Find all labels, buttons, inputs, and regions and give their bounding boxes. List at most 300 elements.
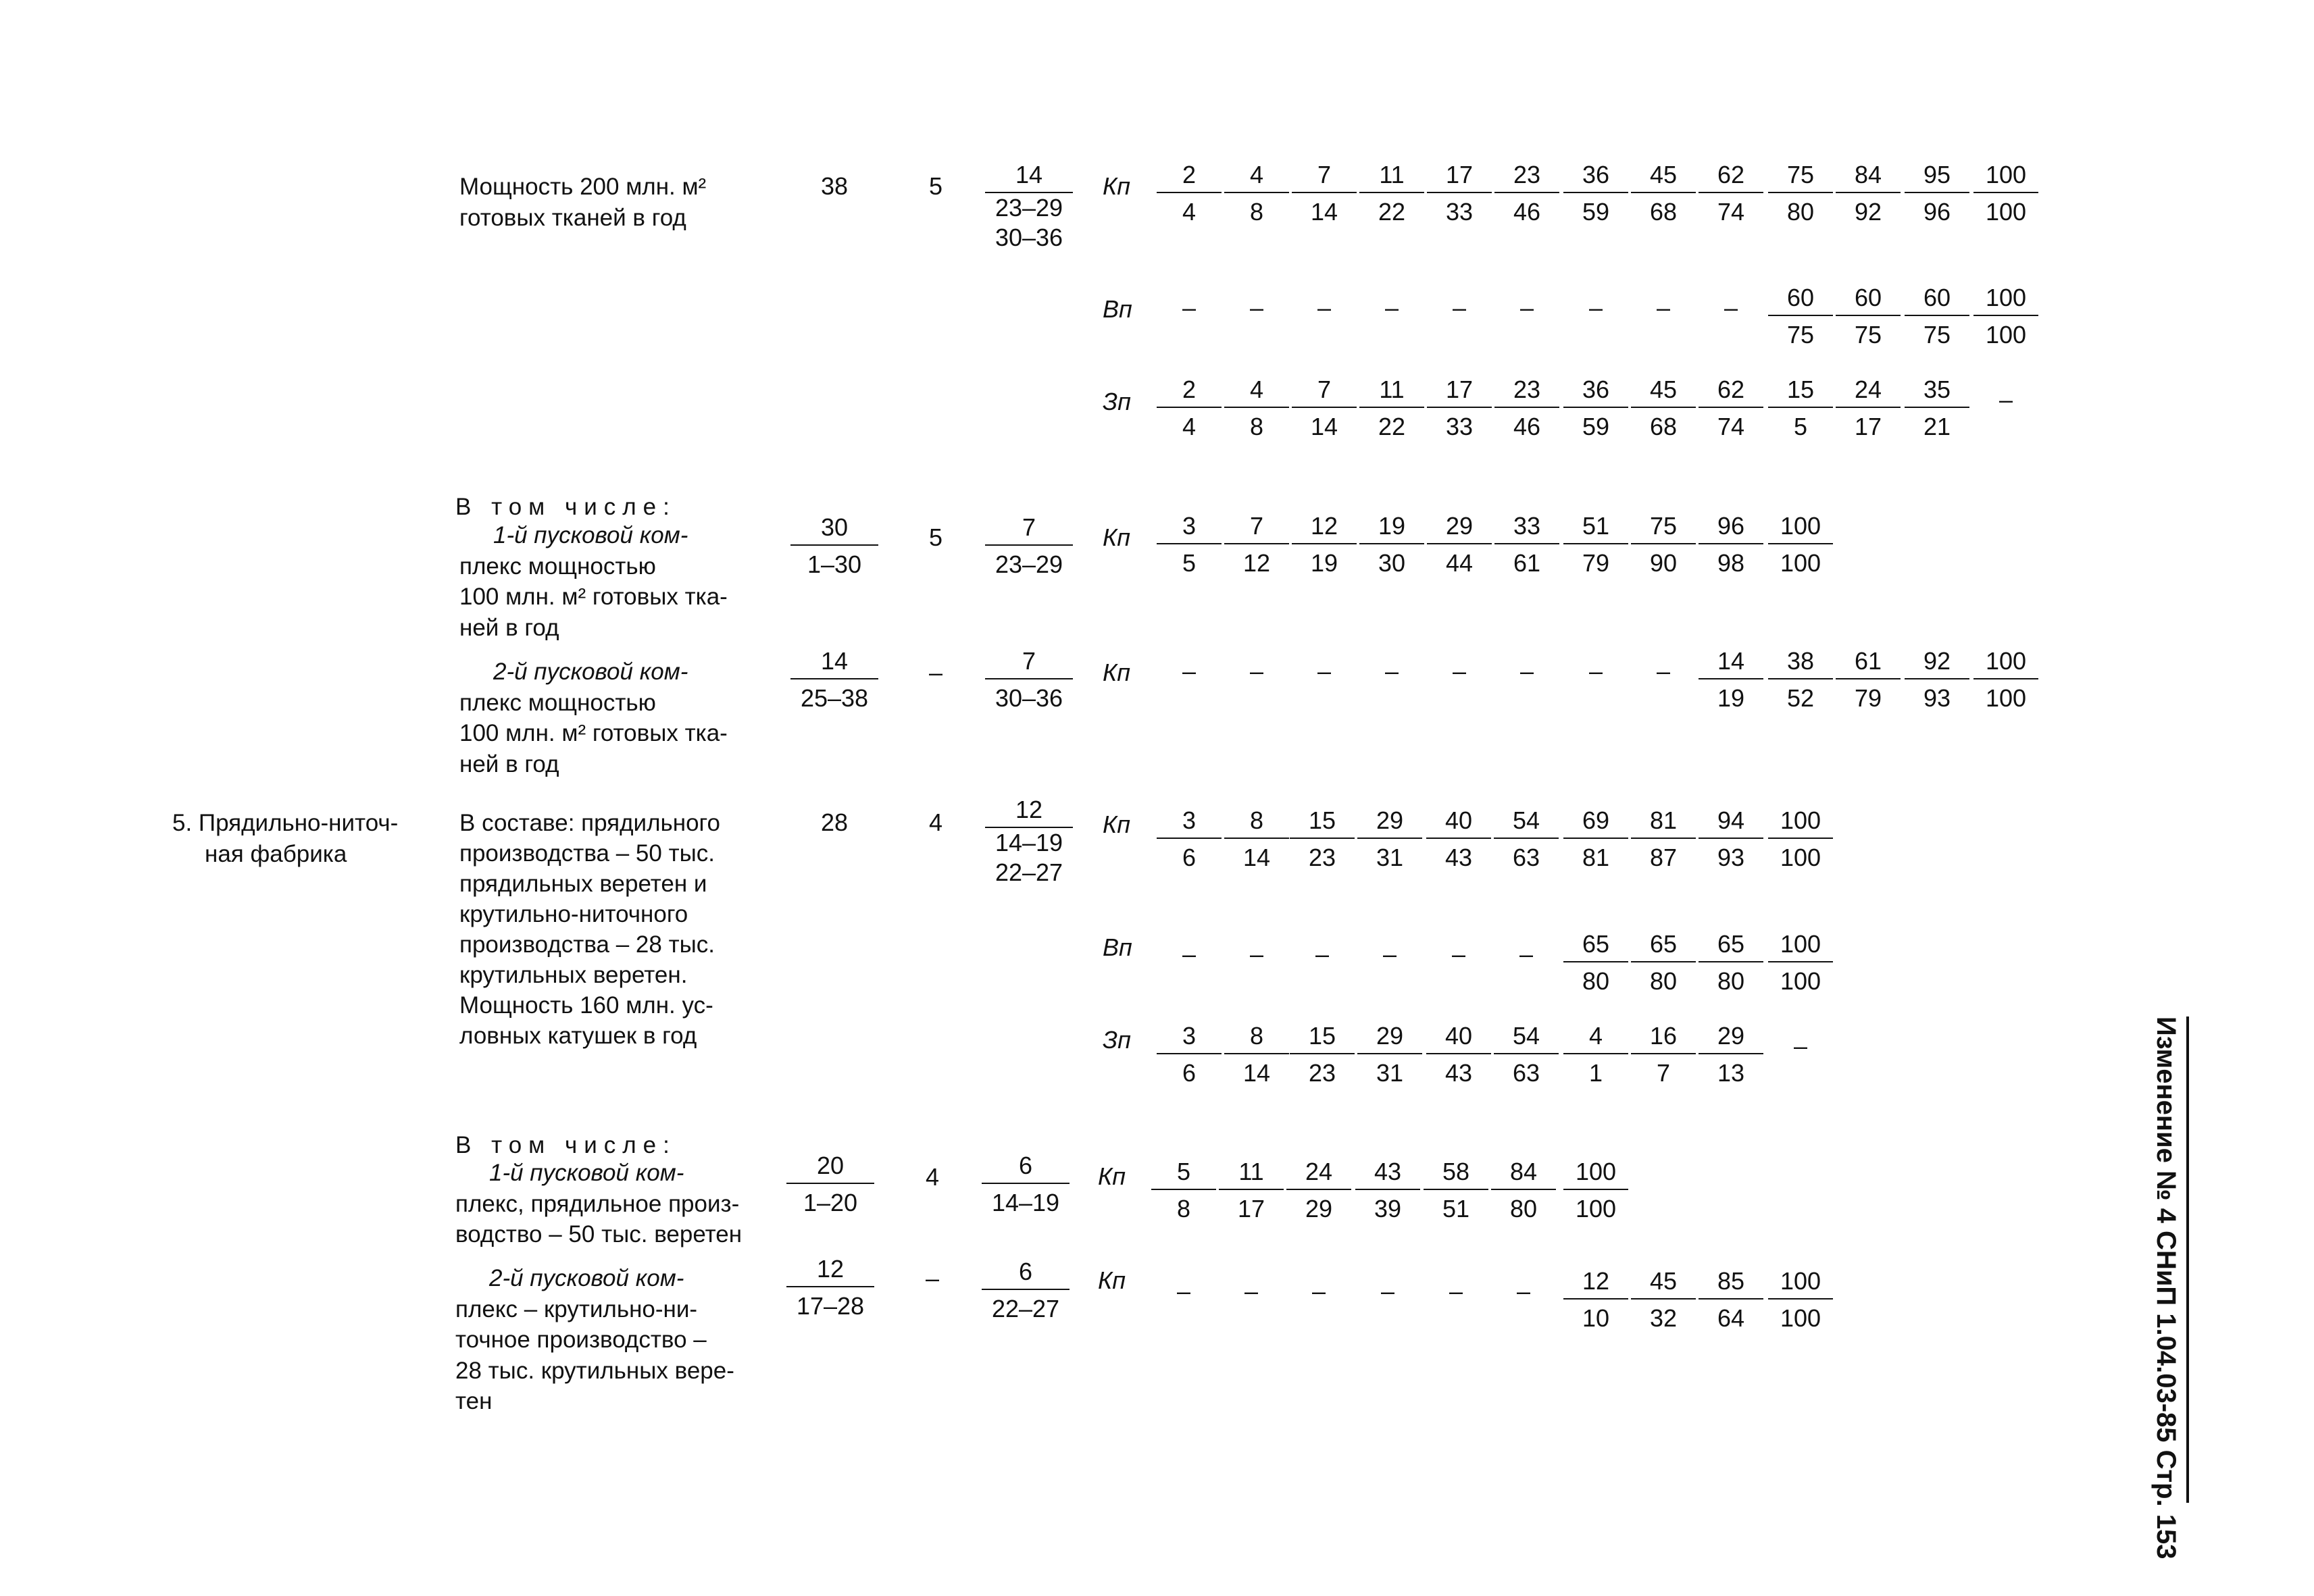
percent-fraction: [1563, 1022, 1628, 1092]
percent-fraction: [1699, 1022, 1763, 1092]
description-line: Мощность 160 млн. ус-: [459, 992, 713, 1019]
complex-2-line: 2-й пусковой ком-: [493, 659, 688, 685]
empty-cell-dash: –: [1182, 294, 1197, 321]
fraction-numerator: 8: [1224, 806, 1289, 839]
fraction-numerator: 45: [1631, 161, 1696, 193]
complex-2-line: тен: [455, 1388, 493, 1414]
fraction-denominator: 22: [1378, 198, 1406, 226]
percent-fraction: [1151, 1158, 1216, 1228]
percent-fraction: [1224, 161, 1289, 231]
percent-fraction: [1292, 161, 1357, 231]
fraction-numerator: 12: [1292, 512, 1357, 544]
fraction-numerator: 75: [1768, 161, 1833, 193]
percent-fraction: [1699, 930, 1763, 1000]
fraction-numerator: 60: [1905, 284, 1969, 316]
percent-fraction: [1905, 161, 1969, 231]
fraction-numerator: 92: [1905, 647, 1969, 679]
row-label-kp: Кп: [1103, 810, 1131, 838]
fraction-denominator: 39: [1374, 1195, 1402, 1222]
percent-fraction: [1973, 647, 2038, 717]
percent-fraction: [1631, 161, 1696, 231]
complex-2-line: плекс – крутильно-ни-: [455, 1295, 698, 1322]
fraction-numerator: 40: [1426, 1022, 1491, 1054]
complex-2-description: [455, 1263, 773, 1417]
percent-fraction: [1357, 806, 1422, 877]
fraction-denominator: 79: [1582, 549, 1610, 577]
empty-cell-dash: –: [1452, 657, 1467, 685]
percent-fraction: [1699, 1267, 1763, 1337]
percent-fraction: [1699, 161, 1763, 231]
fraction-numerator: 54: [1494, 1022, 1559, 1054]
fraction-numerator: 60: [1768, 284, 1833, 316]
percent-fraction: [1359, 512, 1424, 582]
fraction-numerator: 100: [1563, 1158, 1628, 1190]
complex-2-line: точное производство –: [455, 1327, 707, 1353]
fraction-numerator: 7: [1224, 512, 1289, 544]
fraction-numerator: 94: [1699, 806, 1763, 839]
fraction-denominator: 4: [1182, 413, 1197, 440]
fraction-denominator: 10: [1582, 1304, 1610, 1332]
complex-2-line: 28 тыс. крутильных вере-: [455, 1357, 734, 1384]
fraction-denominator: 87: [1649, 844, 1678, 871]
fraction-numerator: 29: [1427, 512, 1492, 544]
fraction-denominator: 52: [1786, 684, 1815, 712]
fraction-denominator: 79: [1854, 684, 1882, 712]
fraction-denominator: 80: [1649, 967, 1678, 995]
complex-2-stage: [985, 647, 1073, 717]
percent-fraction: [1768, 376, 1833, 446]
fraction-denominator: 100: [1985, 198, 2027, 226]
empty-cell-dash: –: [1656, 657, 1671, 685]
fraction-denominator: 33: [1445, 198, 1474, 226]
empty-cell-dash: –: [1519, 294, 1534, 321]
fraction-numerator: 15: [1290, 1022, 1355, 1054]
percent-fraction: [1494, 806, 1559, 877]
fraction-numerator: 45: [1631, 1267, 1696, 1299]
fraction-numerator: 29: [1699, 1022, 1763, 1054]
fraction-numerator: 2: [1157, 161, 1222, 193]
stage-denominator: 14–19: [995, 829, 1063, 856]
fraction-denominator: 68: [1649, 413, 1678, 440]
fraction-numerator: 43: [1355, 1158, 1420, 1190]
fraction-numerator: 100: [1973, 647, 2038, 679]
complex-1-line: 1-й пусковой ком-: [489, 1160, 684, 1186]
fraction-denominator: 1: [1588, 1059, 1603, 1087]
fraction-numerator: 7: [1292, 376, 1357, 408]
fraction-denominator: 31: [1376, 1059, 1404, 1087]
complex-1-stage: [985, 513, 1073, 584]
row-label-vp: Вп: [1103, 295, 1132, 323]
empty-cell-dash: –: [1317, 294, 1332, 321]
stage-denominator: 23–29: [995, 550, 1063, 578]
fraction-numerator: 23: [1494, 376, 1559, 408]
percent-fraction: [1157, 161, 1222, 231]
fraction-numerator: 17: [1427, 161, 1492, 193]
fraction-denominator: 100: [1985, 684, 2027, 712]
row-label-kp: Кп: [1098, 1162, 1126, 1190]
fraction-denominator: 44: [1445, 549, 1474, 577]
fraction-denominator: 68: [1649, 198, 1678, 226]
fraction-numerator: 100: [1973, 161, 2038, 193]
fraction-numerator: 3: [1157, 806, 1222, 839]
fraction-denominator: 17: [1237, 1195, 1265, 1222]
row-label-kp: Кп: [1098, 1266, 1126, 1294]
empty-cell-dash: –: [1317, 657, 1332, 685]
fraction-numerator: 23: [1494, 161, 1559, 193]
total-duration: 38: [820, 172, 849, 200]
fraction-denominator: 14: [1242, 844, 1271, 871]
empty-cell-dash: –: [1249, 657, 1264, 685]
empty-cell-dash: –: [1249, 294, 1264, 321]
fraction-denominator: 30: [1378, 549, 1406, 577]
percent-fraction: [1224, 1022, 1289, 1092]
percent-fraction: [1631, 930, 1696, 1000]
stage-denominator: 14–19: [991, 1189, 1060, 1216]
empty-cell-dash: –: [1656, 294, 1671, 321]
percent-fraction: [1905, 376, 1969, 446]
fraction-denominator: 14: [1310, 413, 1338, 440]
fraction-numerator: 12: [1563, 1267, 1628, 1299]
fraction-denominator: 23: [1308, 844, 1336, 871]
fraction-denominator: 19: [1310, 549, 1338, 577]
fraction-numerator: 14: [1699, 647, 1763, 679]
fraction-denominator: 33: [1445, 413, 1474, 440]
description-line: Мощность 200 млн. м²: [459, 174, 707, 200]
fraction-numerator: 61: [1836, 647, 1901, 679]
fraction-denominator: 59: [1582, 413, 1610, 440]
percent-fraction: [1836, 376, 1901, 446]
fraction-numerator: 24: [1836, 376, 1901, 408]
stage-numerator: 14: [985, 161, 1073, 193]
fraction-denominator: 43: [1444, 1059, 1473, 1087]
fraction-numerator: 85: [1699, 1267, 1763, 1299]
description-line: крутильно-ниточного: [459, 901, 688, 927]
fraction-numerator: 51: [1563, 512, 1628, 544]
complex-2-stage: [982, 1258, 1070, 1328]
percent-fraction: [1359, 376, 1424, 446]
total-denominator: 1–30: [807, 550, 862, 578]
fraction-denominator: 61: [1513, 549, 1541, 577]
complex-2-description: [459, 657, 777, 779]
complex-2-queues: –: [928, 659, 943, 686]
fraction-numerator: 100: [1768, 512, 1833, 544]
empty-cell-dash: –: [1176, 1277, 1191, 1305]
percent-fraction: [1427, 512, 1492, 582]
fraction-denominator: 59: [1582, 198, 1610, 226]
complex-2-total: [790, 647, 878, 717]
percent-fraction: [1563, 512, 1628, 582]
fraction-numerator: 5: [1151, 1158, 1216, 1190]
fraction-denominator: 93: [1717, 844, 1745, 871]
fraction-denominator: 74: [1717, 413, 1745, 440]
empty-cell-dash: –: [1384, 294, 1399, 321]
fraction-denominator: 29: [1305, 1195, 1333, 1222]
row-label-kp: Кп: [1103, 523, 1131, 551]
empty-cell-dash: –: [1380, 1277, 1395, 1305]
fraction-numerator: 65: [1563, 930, 1628, 962]
fraction-numerator: 100: [1768, 930, 1833, 962]
fraction-denominator: 12: [1242, 549, 1271, 577]
subheader-including: В том числе:: [455, 494, 676, 520]
fraction-denominator: 43: [1444, 844, 1473, 871]
empty-cell-dash: –: [1519, 657, 1534, 685]
fraction-denominator: 6: [1182, 1059, 1197, 1087]
percent-fraction: [1494, 512, 1559, 582]
description-line: В составе: прядильного: [459, 810, 721, 836]
complex-1-queues: 4: [925, 1163, 940, 1191]
percent-fraction: [1768, 284, 1833, 354]
fraction-denominator: 100: [1780, 549, 1821, 577]
fraction-numerator: 96: [1699, 512, 1763, 544]
empty-cell-dash: –: [1244, 1277, 1259, 1305]
fraction-denominator: 80: [1582, 967, 1610, 995]
percent-fraction: [1426, 806, 1491, 877]
fraction-denominator: 100: [1575, 1195, 1617, 1222]
fraction-numerator: 2: [1157, 376, 1222, 408]
empty-cell-dash: –: [1588, 294, 1603, 321]
fraction-numerator: 15: [1768, 376, 1833, 408]
fraction-numerator: 4: [1224, 376, 1289, 408]
fraction-numerator: 24: [1286, 1158, 1351, 1190]
fraction-denominator: 4: [1182, 198, 1197, 226]
percent-fraction: [1286, 1158, 1351, 1228]
fraction-denominator: 13: [1717, 1059, 1745, 1087]
row-label-vp: Вп: [1103, 933, 1132, 961]
row-label-kp: Кп: [1103, 659, 1131, 686]
percent-fraction: [1836, 284, 1901, 354]
complex-1-line: ней в год: [459, 614, 559, 641]
percent-fraction: [1224, 512, 1289, 582]
percent-fraction: [1292, 512, 1357, 582]
total-numerator: 30: [790, 513, 878, 546]
composition-description: [459, 808, 777, 1051]
fraction-numerator: 33: [1494, 512, 1559, 544]
fraction-numerator: 100: [1768, 806, 1833, 839]
stage-numerator: 12: [985, 796, 1073, 828]
fraction-denominator: 63: [1512, 1059, 1540, 1087]
percent-fraction: [1631, 1022, 1696, 1092]
fraction-denominator: 5: [1793, 413, 1808, 440]
fraction-numerator: 29: [1357, 1022, 1422, 1054]
fraction-numerator: 17: [1427, 376, 1492, 408]
fraction-numerator: 45: [1631, 376, 1696, 408]
complex-1-line: плекс мощностью: [459, 552, 656, 580]
stage-denominator: 22–27: [995, 858, 1063, 886]
empty-cell-dash: –: [1588, 657, 1603, 685]
description-line: ловных катушек в год: [459, 1023, 697, 1049]
percent-fraction: [1563, 376, 1628, 446]
fraction-denominator: 100: [1780, 967, 1821, 995]
fraction-denominator: 75: [1923, 321, 1951, 349]
fraction-denominator: 46: [1513, 413, 1541, 440]
percent-fraction: [1290, 1022, 1355, 1092]
fraction-denominator: 80: [1786, 198, 1815, 226]
total-denominator: 25–38: [800, 684, 869, 712]
total-duration: 28: [820, 808, 849, 836]
percent-fraction: [1905, 647, 1969, 717]
complex-1-line: 100 млн. м² готовых тка-: [459, 584, 728, 610]
total-denominator: 17–28: [796, 1292, 865, 1320]
percent-fraction: [1563, 161, 1628, 231]
empty-cell-dash: –: [1451, 940, 1466, 968]
fraction-numerator: 65: [1699, 930, 1763, 962]
fraction-numerator: 62: [1699, 161, 1763, 193]
empty-cell-dash: –: [1452, 294, 1467, 321]
complex-2-line: ней в год: [459, 750, 559, 777]
percent-fraction: [1768, 647, 1833, 717]
fraction-numerator: 100: [1973, 284, 2038, 316]
description-line: готовых тканей в год: [459, 204, 686, 231]
fraction-denominator: 92: [1854, 198, 1882, 226]
fraction-denominator: 63: [1512, 844, 1540, 871]
empty-cell-dash: –: [1249, 940, 1264, 968]
fraction-denominator: 17: [1854, 413, 1882, 440]
total-numerator: 14: [790, 647, 878, 679]
stage-denominator: 22–27: [991, 1295, 1060, 1322]
percent-fraction: [1219, 1158, 1284, 1228]
percent-fraction: [1491, 1158, 1556, 1228]
fraction-numerator: 65: [1631, 930, 1696, 962]
fraction-numerator: 3: [1157, 512, 1222, 544]
complex-1-total: [786, 1152, 874, 1222]
fraction-numerator: 11: [1359, 161, 1424, 193]
fraction-numerator: 60: [1836, 284, 1901, 316]
empty-cell-dash: –: [1311, 1277, 1326, 1305]
fraction-numerator: 54: [1494, 806, 1559, 839]
percent-fraction: [1836, 647, 1901, 717]
row-label-zp: Зп: [1103, 388, 1131, 415]
complex-2-line: плекс мощностью: [459, 689, 656, 716]
fraction-numerator: 11: [1359, 376, 1424, 408]
stage-numerator: 7: [985, 513, 1073, 546]
complex-1-line: водство – 50 тыс. веретен: [455, 1221, 743, 1247]
percent-fraction: [1563, 1267, 1628, 1337]
percent-fraction: [1563, 930, 1628, 1000]
percent-fraction: [1768, 806, 1833, 877]
percent-fraction: [1973, 284, 2038, 354]
description-line: прядильных веретен и: [459, 871, 707, 897]
complex-1-line: плекс, прядильное произ-: [455, 1190, 740, 1217]
percent-fraction: [1563, 806, 1628, 877]
fraction-numerator: 8: [1224, 1022, 1289, 1054]
complex-2-line: 100 млн. м² готовых тка-: [459, 720, 728, 746]
complex-2-total: [786, 1255, 874, 1325]
percent-fraction: [1157, 806, 1222, 877]
fraction-numerator: 36: [1563, 376, 1628, 408]
subheader-including: В том числе:: [455, 1132, 676, 1158]
stage-fraction: [985, 796, 1073, 887]
percent-fraction: [1631, 1267, 1696, 1337]
complex-1-description: [455, 1158, 773, 1250]
fraction-denominator: 19: [1717, 684, 1745, 712]
total-numerator: 12: [786, 1255, 874, 1287]
fraction-denominator: 64: [1717, 1304, 1745, 1332]
empty-cell-dash: –: [1519, 940, 1534, 968]
fraction-denominator: 6: [1182, 844, 1197, 871]
percent-fraction: [1157, 512, 1222, 582]
empty-cell-dash: –: [1516, 1277, 1531, 1305]
stage-denominator: 30–36: [995, 684, 1063, 712]
fraction-denominator: 93: [1923, 684, 1951, 712]
fraction-denominator: 98: [1717, 549, 1745, 577]
fraction-numerator: 36: [1563, 161, 1628, 193]
fraction-numerator: 38: [1768, 647, 1833, 679]
fraction-numerator: 16: [1631, 1022, 1696, 1054]
fraction-denominator: 75: [1854, 321, 1882, 349]
percent-fraction: [1836, 161, 1901, 231]
fraction-numerator: 40: [1426, 806, 1491, 839]
fraction-numerator: 58: [1424, 1158, 1488, 1190]
fraction-numerator: 29: [1357, 806, 1422, 839]
queue-count: 5: [928, 172, 943, 200]
empty-cell-dash: –: [1382, 940, 1397, 968]
fraction-denominator: 31: [1376, 844, 1404, 871]
percent-fraction: [1631, 512, 1696, 582]
percent-fraction: [1699, 512, 1763, 582]
fraction-numerator: 84: [1836, 161, 1901, 193]
empty-cell-dash: –: [1793, 1032, 1808, 1060]
percent-fraction: [1224, 376, 1289, 446]
fraction-numerator: 75: [1631, 512, 1696, 544]
fraction-denominator: 75: [1786, 321, 1815, 349]
fraction-denominator: 51: [1442, 1195, 1470, 1222]
fraction-denominator: 81: [1582, 844, 1610, 871]
fraction-denominator: 22: [1378, 413, 1406, 440]
fraction-denominator: 14: [1310, 198, 1338, 226]
stage-denominator: 30–36: [995, 224, 1063, 251]
complex-1-total: [790, 513, 878, 584]
percent-fraction: [1355, 1158, 1420, 1228]
stage-numerator: 7: [985, 647, 1073, 679]
complex-1-stage: [982, 1152, 1070, 1222]
fraction-numerator: 84: [1491, 1158, 1556, 1190]
percent-fraction: [1631, 806, 1696, 877]
row-label-kp: Кп: [1103, 172, 1131, 200]
fraction-numerator: 7: [1292, 161, 1357, 193]
empty-cell-dash: –: [1182, 940, 1197, 968]
row-label-zp: Зп: [1103, 1026, 1131, 1054]
fraction-numerator: 62: [1699, 376, 1763, 408]
percent-fraction: [1290, 806, 1355, 877]
fraction-denominator: 32: [1649, 1304, 1678, 1332]
fraction-denominator: 14: [1242, 1059, 1271, 1087]
fraction-denominator: 74: [1717, 198, 1745, 226]
empty-cell-dash: –: [1449, 1277, 1463, 1305]
fraction-numerator: 35: [1905, 376, 1969, 408]
empty-cell-dash: –: [1384, 657, 1399, 685]
queue-count: 4: [928, 808, 943, 836]
percent-fraction: [1494, 376, 1559, 446]
percent-fraction: [1426, 1022, 1491, 1092]
stage-denominator: 23–29: [995, 194, 1063, 222]
fraction-denominator: 8: [1249, 413, 1264, 440]
object-name-line: 5. Прядильно-ниточ-: [172, 810, 399, 836]
fraction-numerator: 69: [1563, 806, 1628, 839]
fraction-denominator: 100: [1780, 1304, 1821, 1332]
complex-2-queues: –: [925, 1264, 940, 1292]
fraction-numerator: 4: [1224, 161, 1289, 193]
percent-fraction: [1563, 1158, 1628, 1228]
stage-fraction: [985, 161, 1073, 253]
fraction-denominator: 100: [1780, 844, 1821, 871]
fraction-numerator: 19: [1359, 512, 1424, 544]
percent-fraction: [1424, 1158, 1488, 1228]
percent-fraction: [1768, 930, 1833, 1000]
fraction-denominator: 8: [1249, 198, 1264, 226]
percent-fraction: [1357, 1022, 1422, 1092]
fraction-denominator: 96: [1923, 198, 1951, 226]
fraction-numerator: 11: [1219, 1158, 1284, 1190]
